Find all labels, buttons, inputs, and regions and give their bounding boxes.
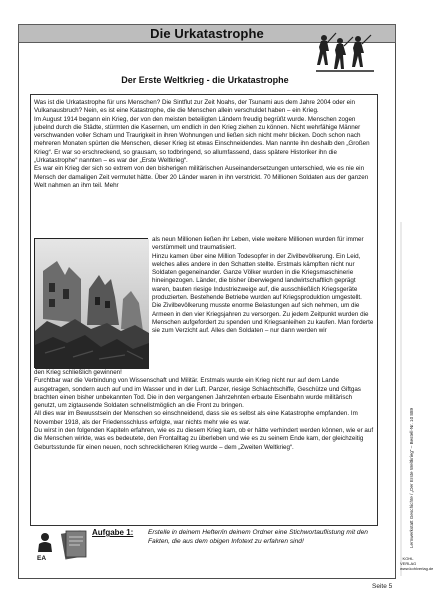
publisher-logo xyxy=(400,556,433,576)
section-heading: Der Erste Weltkrieg - die Urkatastrophe xyxy=(121,75,289,85)
info-text-bottom xyxy=(34,369,376,452)
paragraph: All dies war im Bewusstsein der Menschen so einschneidend, dass sie es selbst als eine Katastrophe empfanden. Im November 1918, als der Friedensschluss erfolgte, war nichts mehr wie es war. xyxy=(34,410,358,426)
paragraph: als neun Millionen ließen ihr Leben, viele weitere Millionen wurden für immer verstümmelt und traumatisiert. xyxy=(152,236,364,252)
task-label: Aufgabe 1: xyxy=(92,528,134,537)
page-number: Seite 5 xyxy=(372,583,393,590)
paragraph: Es war ein Krieg der sich so extrem von den bisherigen militärischen Auseinandersetzungen unterschied, wie es nie ein Mensch der damaligen Zeit vermutet hätte. Über 20 Länder waren in ihn verstrickt. 70 Millionen Soldaten aus der ganzen Welt nahmen an ihm teil. Mehr xyxy=(34,165,369,189)
work-mode-label: EA xyxy=(37,555,47,562)
info-text-wrap xyxy=(152,236,376,336)
paragraph: Im August 1914 begann ein Krieg, der von den meisten beteiligten Ländern freudig begrüßt wurde. Menschen zogen jubelnd durch die Städte, stürmten die Kasernen, um endlich in den Krieg ziehen zu können. Nicht wehrfähige Männer verschwanden voller Scham und Traurigkeit in ihren Wohnungen und ließen sich nicht mehr blicken. Doch schon nach mehreren Monaten spürten die Menschen, dieser Krieg ist etwas Einschneidendes. Man nannte ihn deshalb den „Großen Krieg“. Er war so erschreckend, so grausam, so todbringend, so allumfassend, dass spätere Historiker ihn die „Urkatastrophe“ nannten – es war der „Erste Weltkrieg“. xyxy=(34,115,370,165)
war-ruins-photo xyxy=(34,238,148,368)
single-worker-icon xyxy=(36,532,54,552)
task-instruction: Erstelle in deinem Hefter/in deinem Ordner eine Stichwortauflistung mit den Fakten, die aus dem obigen Infotext zu erfahren sind! xyxy=(148,529,368,545)
info-text-top xyxy=(34,99,376,190)
paragraph: Hinzu kamen über eine Million Todesopfer in der Zivilbevölkerung. Ein Leid, welches alles andere in den Schatten stellte. Erstmals kämpften nicht nur Soldaten gegeneinander. Ganze Völker wurden in die Kriegsmaschinerie hineingezogen. Länder, die bisher überwiegend landwirtschaftlich geprägt waren, bauten riesige Industriezweige auf, die ausschließlich Kriegsgeräte produzierten. Bestehende Betriebe wurden auf Kriegsproduktion umgestellt. xyxy=(152,252,362,302)
publisher-url: www.kohlverlag.de xyxy=(400,566,433,571)
paragraph: Die Zivilbevölkerung musste enorme Belastungen auf sich nehmen, um die Armeen in den vier Kriegsjahren zu versorgen. Zu jedem Zeitpunkt wurden die Menschen aufgefordert zu spenden und Kriegsanleihen zu kaufen. Man forderte sie zum Verzicht auf. Alles den Soldaten – nur dann werden wir xyxy=(152,302,374,335)
paragraph: den Krieg schließlich gewinnen! xyxy=(34,369,122,376)
paragraph: Furchtbar war die Verbindung von Wissenschaft und Militär. Erstmals wurde ein Krieg nicht nur auf dem Lande ausgetragen, sondern auch auf und im Wasser und in der Luft. Panzer, riesige Schlachtschiffe, Geschütze und Giftgas brachten einen bisher unbekannten Tod. Die in den vergangenen Jahrzehnten erbaute Eisenbahn wurde militärisch genutzt, um zigtausende Soldaten schnellstmöglich an die Front zu bringen. xyxy=(34,377,361,410)
publisher-logo-text: KOHL VERLAG xyxy=(400,556,417,566)
paragraph: Was ist die Urkatastrophe für uns Menschen? Die Sintflut zur Zeit Noahs, der Tsunami aus dem Jahre 2004 oder ein Vulkanausbruch? Nein, es ist eine Katastrophe, die die Menschen allein verschuldet haben – ein Krieg. xyxy=(34,99,355,115)
publisher-series-text: Lernwerkstatt Geschichte / „Der Erste Weltkrieg“ – Bestell-Nr. 10 889 xyxy=(409,407,414,548)
notebook-icon xyxy=(60,528,88,561)
page-title: Die Urkatastrophe xyxy=(150,26,264,41)
paragraph: Du wirst in den folgenden Kapiteln erfahren, wie es zu diesem Krieg kam, ob er hätte verhindert werden können, wie er auf die Menschen wirkte, was es bedeutete, den Frontalltag zu überleben und wie es zu seinem Ende kam, der gleichzeitig Geburtsstunde für einen neuen, noch schrecklicheren Krieg wurde – dem „Zweiten Weltkrieg“. xyxy=(34,427,374,451)
